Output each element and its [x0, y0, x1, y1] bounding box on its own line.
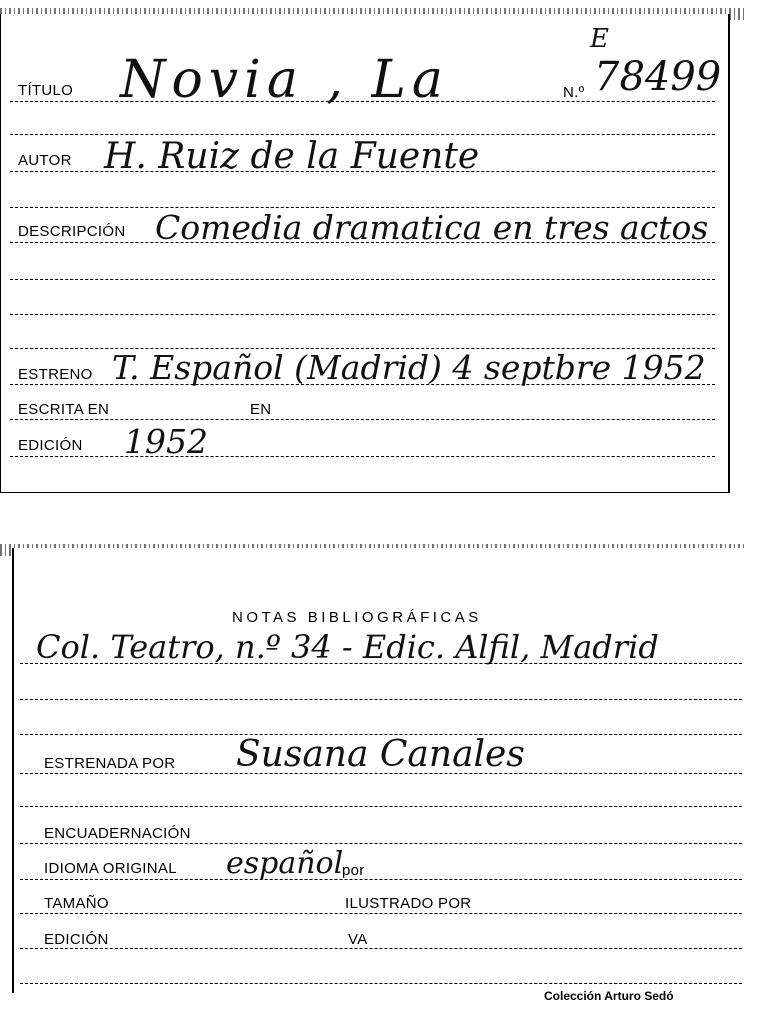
estrenada-label: ESTRENADA POR: [44, 755, 176, 772]
line-blank-8: [20, 806, 742, 807]
line-tamano: [20, 913, 742, 914]
titulo-value: Novia , La: [120, 50, 449, 110]
line-encuadernacion: [20, 843, 742, 844]
edicion-bottom-label: EDICIÓN: [44, 931, 109, 948]
edicion-top-label: EDICIÓN: [18, 437, 83, 454]
line-titulo: [10, 101, 715, 102]
line-notas: [20, 663, 742, 664]
line-idioma: [20, 879, 742, 880]
tamano-label: TAMAÑO: [44, 895, 109, 912]
line-blank-6: [20, 699, 742, 700]
notas-heading: NOTAS BIBLIOGRÁFICAS: [232, 609, 482, 626]
escrita-label: ESCRITA EN: [18, 401, 110, 418]
en-label: EN: [250, 401, 272, 418]
titulo-label: TÍTULO: [18, 82, 74, 99]
estreno-value: T. Español (Madrid) 4 septbre 1952: [112, 348, 706, 387]
line-estrenada: [20, 773, 742, 774]
line-estreno: [10, 384, 715, 385]
va-label: VA: [348, 931, 368, 948]
ilustrado-label: ILUSTRADO POR: [345, 895, 472, 912]
idioma-value: español: [226, 846, 344, 881]
line-edicion-top: [10, 456, 715, 457]
numero-label: N.º: [563, 84, 585, 101]
line-blank-1: [10, 134, 715, 135]
descripcion-label: DESCRIPCIÓN: [18, 223, 126, 240]
notas-value: Col. Teatro, n.º 34 - Edic. Alfil, Madrid: [36, 628, 659, 666]
line-blank-9: [20, 983, 742, 984]
line-descripcion: [10, 242, 715, 243]
line-blank-3: [10, 279, 715, 280]
idioma-label: IDIOMA ORIGINAL: [44, 860, 177, 877]
line-autor: [10, 171, 715, 172]
por-label: por: [342, 862, 365, 879]
autor-label: AUTOR: [18, 152, 72, 169]
line-blank-4: [10, 314, 715, 315]
autor-value: H. Ruiz de la Fuente: [104, 136, 480, 177]
encuadernacion-label: ENCUADERNACIÓN: [44, 825, 191, 842]
line-edicion-bottom: [20, 948, 742, 949]
numero-value: 78499: [594, 54, 722, 100]
collection-credit: Colección Arturo Sedó: [544, 989, 674, 1003]
descripcion-value: Comedia dramatica en tres actos: [155, 208, 709, 247]
numero-prefix: E: [590, 24, 609, 54]
edicion-top-value: 1952: [124, 422, 208, 461]
estreno-label: ESTRENO: [18, 366, 93, 383]
line-escrita: [10, 419, 715, 420]
estrenada-value: Susana Canales: [236, 734, 525, 775]
